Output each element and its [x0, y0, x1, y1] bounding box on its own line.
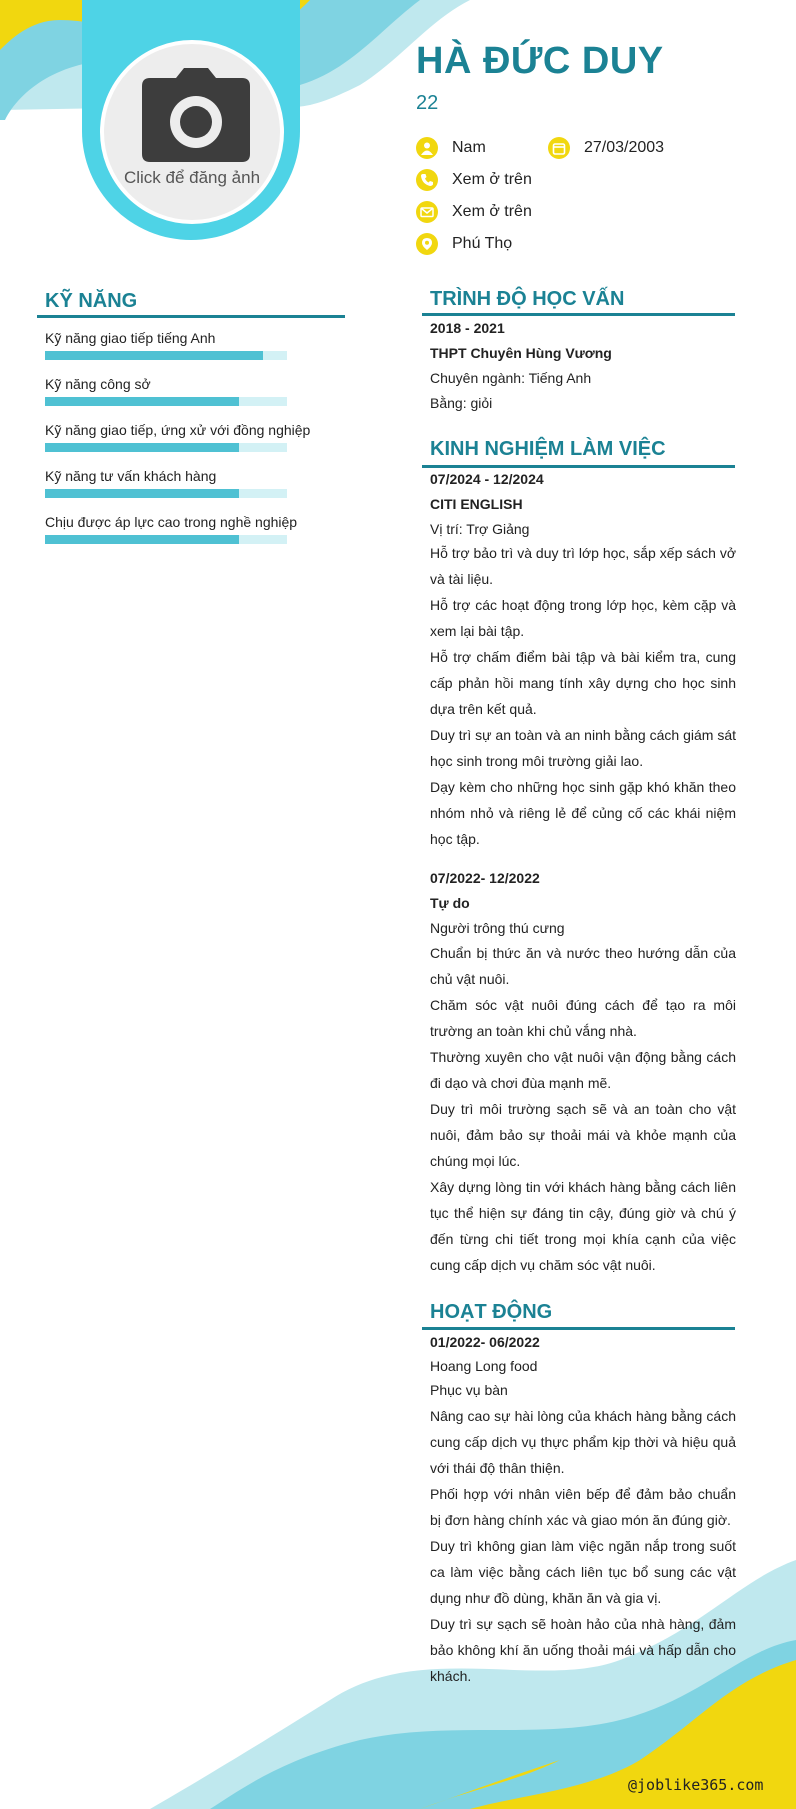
skill-label: Kỹ năng giao tiếp, ứng xử với đồng nghiệp [45, 422, 311, 438]
activity-role: Phục vụ bàn [430, 1382, 508, 1398]
job-header [430, 467, 736, 542]
skill-bar [45, 351, 287, 360]
education-title: TRÌNH ĐỘ HỌC VẤN [430, 288, 625, 310]
skills-title: KỸ NĂNG [45, 290, 138, 312]
skill-bar-fill [45, 351, 263, 360]
education-major: Chuyên ngành: Tiếng Anh [430, 370, 592, 386]
watermark: @joblike365.com [628, 1776, 764, 1794]
skill-bar [45, 443, 287, 452]
job-details [430, 540, 736, 852]
experience-title: KINH NGHIỆM LÀM VIỆC [430, 438, 666, 460]
skill-bar [45, 397, 287, 406]
job-details [430, 940, 736, 1278]
job-detail: Duy trì sự an toàn và an ninh bằng cách giám sát học sinh trong môi trường giải lao. [430, 727, 736, 769]
skill-label: Kỹ năng công sở [45, 376, 151, 392]
address-row [416, 233, 512, 255]
education-period: 2018 - 2021 [430, 320, 505, 336]
candidate-name: HÀ ĐỨC DUY [416, 40, 664, 82]
activity-details [430, 1403, 736, 1689]
skill-bar-fill [45, 397, 239, 406]
education-block [430, 316, 736, 416]
person-icon [416, 137, 438, 159]
phone-icon [416, 169, 438, 191]
job-detail: Dạy kèm cho những học sinh gặp khó khăn theo nhóm nhỏ và riêng lẻ để củng cố các khái niệm học tập. [430, 779, 736, 847]
job-company: Tự do [430, 895, 470, 911]
activity-detail: Phối hợp với nhân viên bếp để đảm bảo chuẩn bị đơn hàng chính xác và giao món ăn đúng giờ. [430, 1486, 736, 1528]
education-school: THPT Chuyên Hùng Vương [430, 345, 612, 361]
activity-detail: Nâng cao sự hài lòng của khách hàng bằng cách cung cấp dịch vụ thực phẩm kịp thời và hiệu quả với thái độ thân thiện. [430, 1408, 736, 1476]
phone-row [416, 169, 532, 191]
job-header [430, 866, 736, 941]
address-value: Phú Thọ [452, 235, 513, 252]
job-detail: Hỗ trợ bảo trì và duy trì lớp học, sắp xếp sách vở và tài liệu. [430, 545, 736, 587]
email-row [416, 201, 532, 223]
job-detail: Hỗ trợ các hoạt động trong lớp học, kèm cặp và xem lại bài tập. [430, 597, 736, 639]
birthdate-row [548, 137, 664, 159]
job-detail: Chuẩn bị thức ăn và nước theo hướng dẫn của chủ vật nuôi. [430, 945, 736, 987]
photo-upload-label: Click để đăng ảnh [123, 168, 261, 187]
candidate-age: 22 [416, 92, 439, 114]
job-detail: Thường xuyên cho vật nuôi vận động bằng cách đi dạo và chơi đùa mạnh mẽ. [430, 1049, 736, 1091]
skill-bar-fill [45, 535, 239, 544]
skill-label: Kỹ năng tư vấn khách hàng [45, 468, 217, 484]
camera-icon [142, 68, 250, 162]
activity-header [430, 1330, 736, 1402]
activity-detail: Duy trì sự sạch sẽ hoàn hảo của nhà hàng, đảm bảo không khí ăn uống thoải mái và hấp dẫn cho khách. [430, 1616, 736, 1684]
job-period: 07/2022- 12/2022 [430, 870, 540, 886]
skill-bar [45, 535, 287, 544]
activity-detail: Duy trì không gian làm việc ngăn nắp trong suốt ca làm việc bằng cách liên tục bổ sung các vật dụng như đồ dùng, khăn ăn và gia vị. [430, 1538, 736, 1606]
job-detail: Hỗ trợ chấm điểm bài tập và bài kiểm tra, cung cấp phản hồi mang tính xây dựng cho học sinh dựa trên kết quả. [430, 649, 736, 717]
gender-row [416, 137, 486, 159]
skill-bar-fill [45, 443, 239, 452]
job-company: CITI ENGLISH [430, 496, 523, 512]
activities-title: HOẠT ĐỘNG [430, 1301, 553, 1323]
education-grade: Bằng: giỏi [430, 395, 493, 411]
job-detail: Duy trì môi trường sạch sẽ và an toàn cho vật nuôi, đảm bảo sự thoải mái và khỏe mạnh của chúng mọi lúc. [430, 1101, 736, 1169]
birthdate-value: 27/03/2003 [584, 139, 665, 156]
photo-upload[interactable] [100, 40, 284, 224]
skills-divider [37, 315, 345, 318]
skill-label: Kỹ năng giao tiếp tiếng Anh [45, 330, 216, 346]
activity-org: Hoang Long food [430, 1358, 538, 1374]
calendar-icon [548, 137, 570, 159]
activity-period: 01/2022- 06/2022 [430, 1334, 540, 1350]
job-position: Người trông thú cưng [430, 920, 565, 936]
mail-icon [416, 201, 438, 223]
skill-bar [45, 489, 287, 498]
skill-label: Chịu được áp lực cao trong nghề nghiệp [45, 514, 298, 530]
job-detail: Chăm sóc vật nuôi đúng cách để tạo ra môi trường an toàn khi chủ vắng nhà. [430, 997, 736, 1039]
location-pin-icon [416, 233, 438, 255]
job-detail: Xây dựng lòng tin với khách hàng bằng cách liên tục thể hiện sự đáng tin cậy, đúng giờ và chú ý đến từng chi tiết trong mọi khía cạnh của việc cung cấp dịch vụ chăm sóc vật nuôi. [430, 1179, 736, 1273]
job-position: Vị trí: Trợ Giảng [430, 521, 530, 537]
skill-bar-fill [45, 489, 239, 498]
gender-value: Nam [452, 139, 486, 156]
phone-value: Xem ở trên [452, 171, 532, 188]
email-value: Xem ở trên [452, 203, 532, 220]
job-period: 07/2024 - 12/2024 [430, 471, 544, 487]
